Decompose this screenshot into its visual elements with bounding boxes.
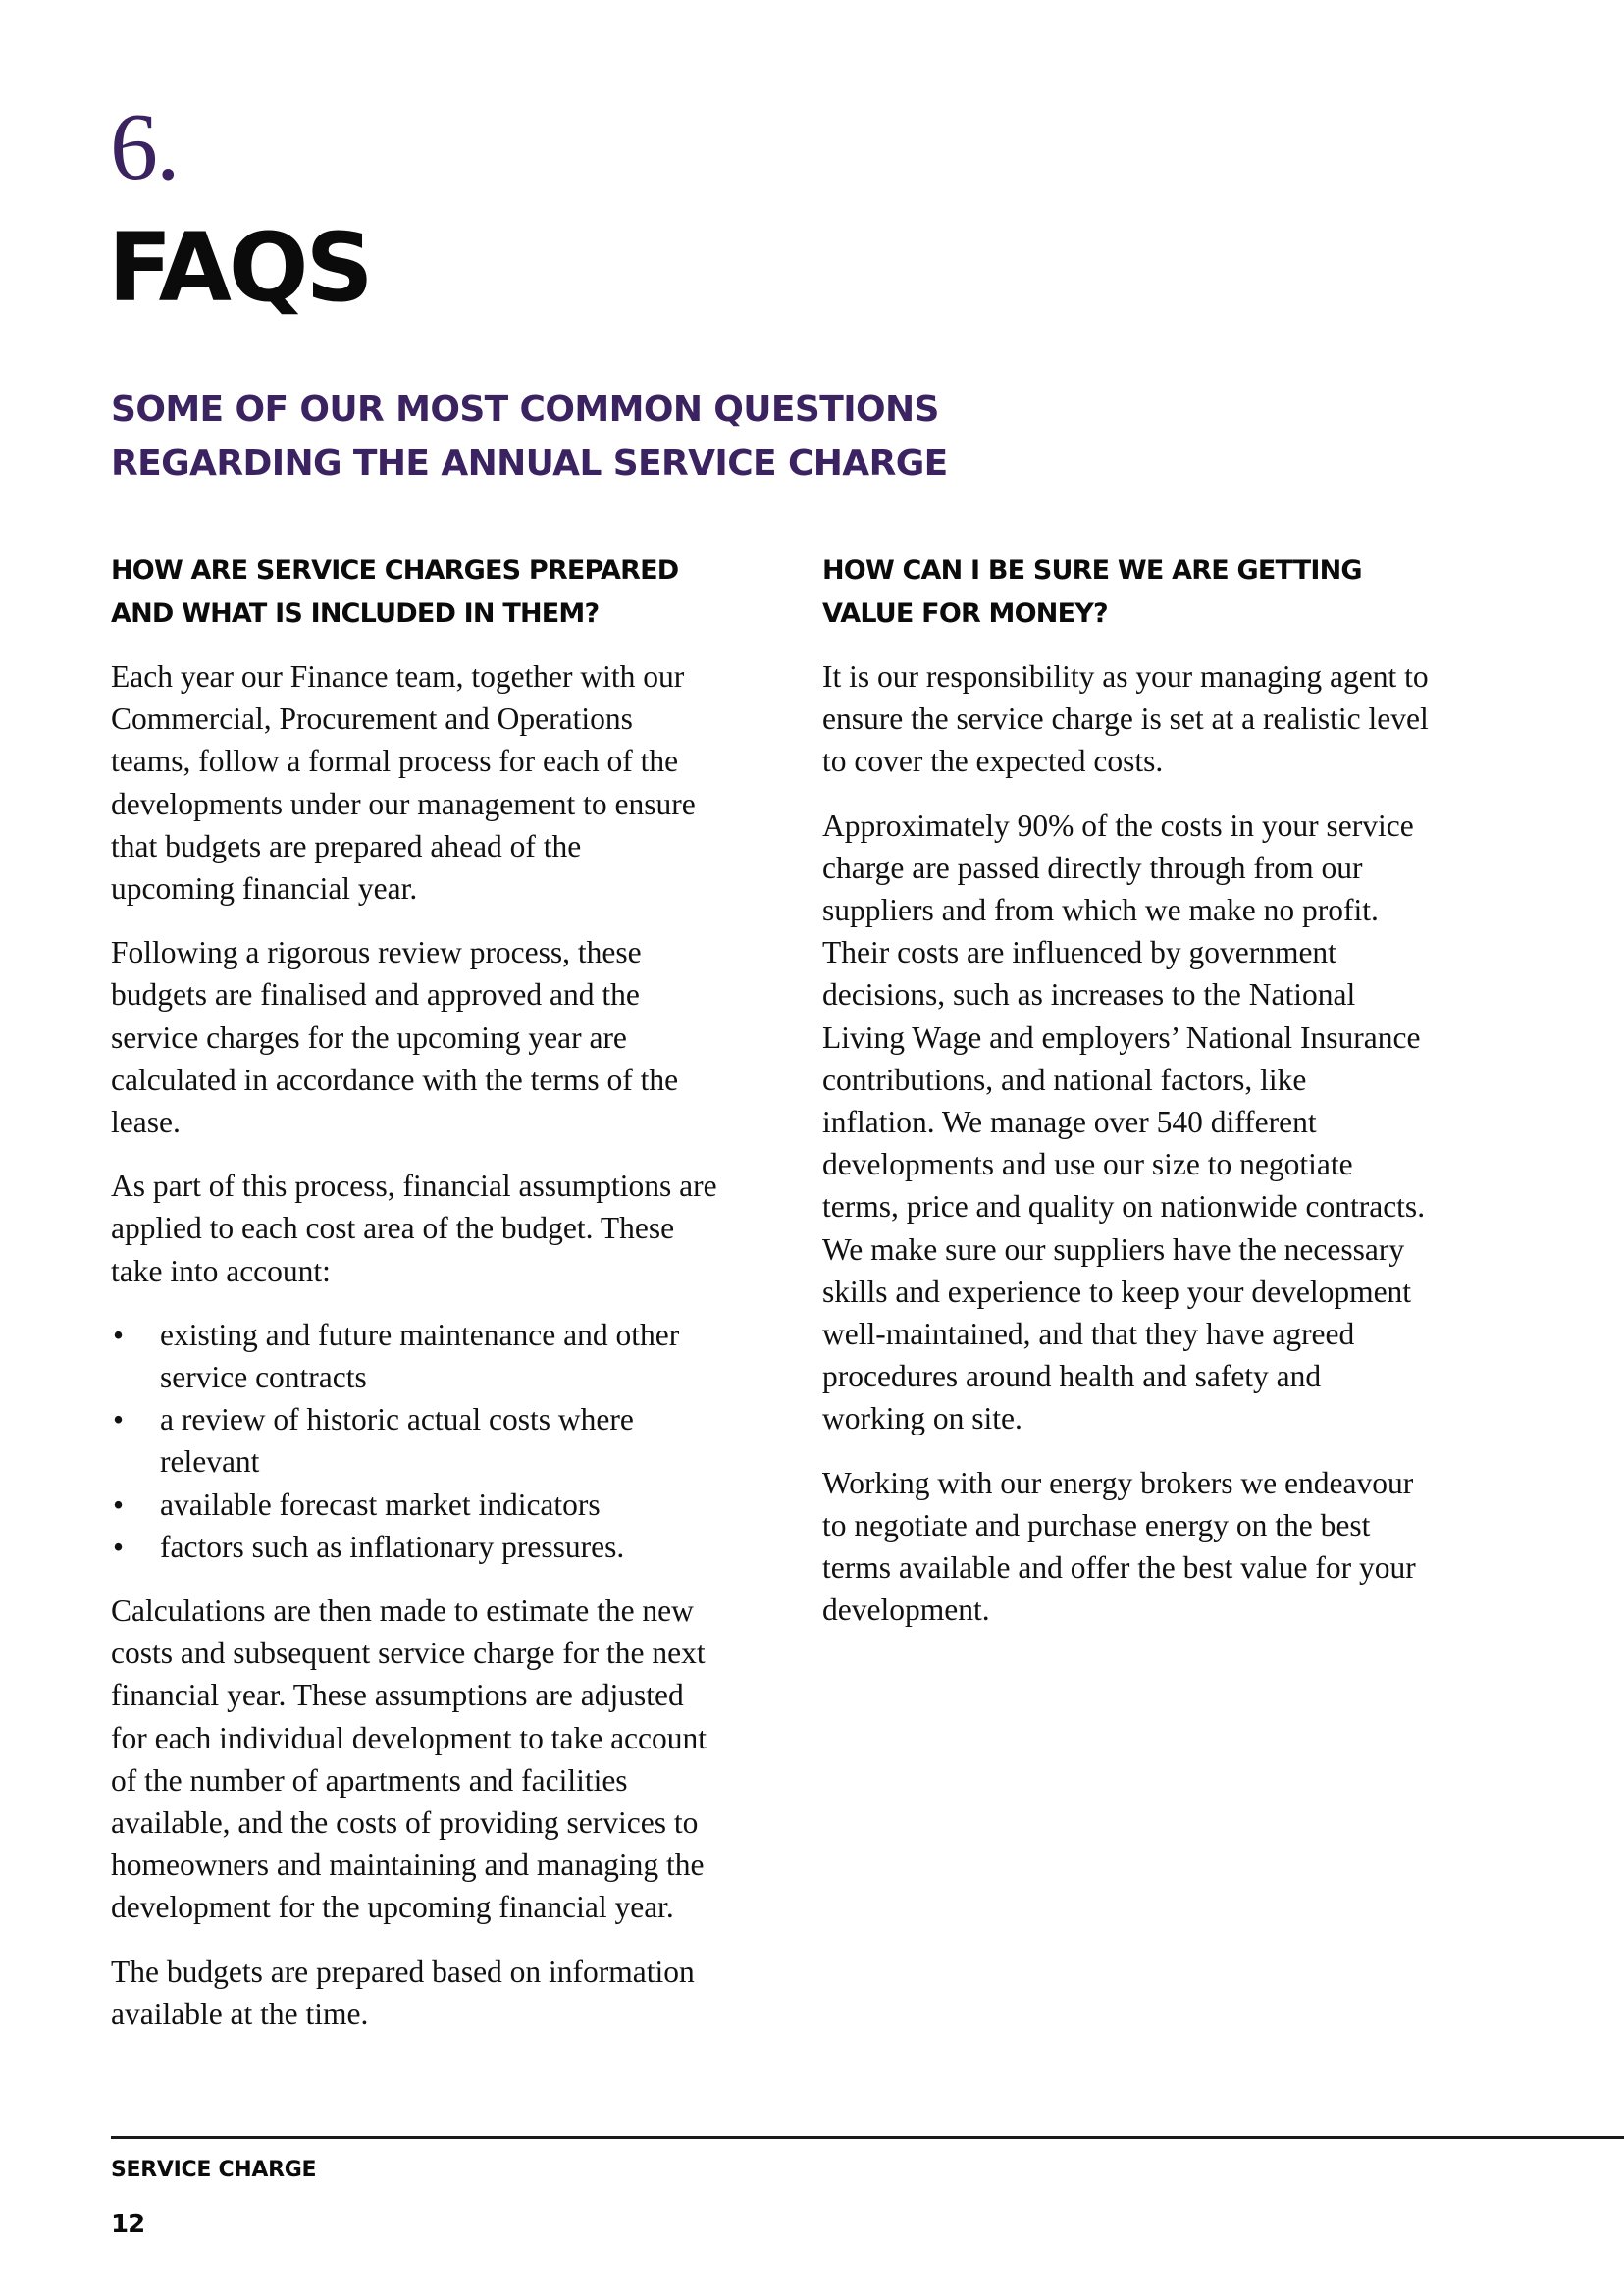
faq-value-for-money [822,549,1480,1652]
text-line: lease. [111,1105,181,1140]
text-line: skills and experience to keep your development [822,1274,1412,1309]
section-number: 6. [110,94,179,200]
list-item [111,1398,768,1483]
text-line: Approximately 90% of the costs in your service [822,808,1414,843]
text-line: Working with our energy brokers we endeavour [822,1465,1414,1500]
text-line: development. [822,1592,990,1628]
text-line: applied to each cost area of the budget. These [111,1211,675,1246]
bullet-icon: • [113,1402,125,1437]
bullet-icon: • [113,1529,125,1564]
text-line: developments and use our size to negotiate [822,1147,1353,1182]
text-line: Following a rigorous review process, these [111,935,642,970]
text-line: homeowners and maintaining and managing the [111,1848,705,1883]
text-line: ensure the service charge is set at a realistic level [822,702,1429,737]
text-line: to negotiate and purchase energy on the best [822,1507,1371,1542]
text-line: inflation. We manage over 540 different [822,1105,1317,1140]
subtitle-line: REGARDING THE ANNUAL SERVICE CHARGE [111,444,948,484]
text-line: service contracts [160,1360,367,1395]
faq-how-prepared [111,549,768,2057]
text-line: procedures around health and safety and [822,1359,1322,1394]
text-line: calculated in accordance with the terms of the [111,1062,679,1097]
faq-answer-paragraph [822,655,1480,783]
subtitle-line: SOME OF OUR MOST COMMON QUESTIONS [111,390,939,430]
list-item [111,1526,768,1568]
text-line: terms available and offer the best value for your [822,1550,1416,1586]
assumptions-list [111,1314,768,1568]
text-line: available, and the costs of providing services to [111,1805,699,1841]
faq-answer-paragraph [111,1165,768,1292]
question-line: AND WHAT IS INCLUDED IN THEM? [111,599,600,629]
text-line: that budgets are prepared ahead of the [111,828,582,863]
text-line: Their costs are influenced by government [822,935,1336,970]
bullet-icon: • [113,1487,125,1522]
faq-answer-paragraph [111,931,768,1143]
text-line: available at the time. [111,1996,369,2031]
text-line: of the number of apartments and facilities [111,1762,628,1798]
faq-answer-paragraph [111,655,768,910]
text-line: teams, follow a formal process for each of the [111,744,679,779]
faq-answer-paragraph [822,1462,1480,1632]
text-line: upcoming financial year. [111,871,418,907]
text-line: for each individual development to take account [111,1720,707,1755]
faq-question [111,549,768,636]
text-line: development for the upcoming financial year. [111,1890,674,1925]
faq-answer-paragraph [111,1951,768,2035]
text-line: service charges for the upcoming year are [111,1019,627,1055]
text-line: developments under our management to ensure [111,786,696,821]
text-line: to cover the expected costs. [822,744,1164,779]
text-line: Calculations are then made to estimate the new [111,1593,694,1629]
faq-answer-paragraph [111,1590,768,1929]
text-line: costs and subsequent service charge for the next [111,1636,706,1671]
question-line: HOW ARE SERVICE CHARGES PREPARED [111,555,679,586]
text-line: It is our responsibility as your managing agent to [822,659,1429,694]
text-line: Living Wage and employers’ National Insurance [822,1019,1421,1055]
text-line: a review of historic actual costs where [160,1402,634,1437]
bullet-icon: • [113,1317,125,1352]
page-title: FAQS [108,213,371,323]
text-line: Commercial, Procurement and Operations [111,702,633,737]
question-line: HOW CAN I BE SURE WE ARE GETTING [822,555,1362,586]
text-line: As part of this process, financial assumptions are [111,1169,717,1204]
text-line: relevant [160,1444,260,1480]
text-line: The budgets are prepared based on information [111,1954,695,1989]
text-line: well-maintained, and that they have agreed [822,1317,1355,1352]
text-line: budgets are finalised and approved and the [111,977,640,1013]
text-line: decisions, such as increases to the National [822,977,1356,1013]
text-line: working on site. [822,1401,1022,1436]
text-line: Each year our Finance team, together with our [111,659,685,694]
page-number: 12 [111,2210,145,2239]
text-line: existing and future maintenance and other [160,1317,680,1352]
section-subtitle [111,383,1092,491]
faq-question [822,549,1480,636]
footer-label: SERVICE CHARGE [111,2158,317,2182]
text-line: terms, price and quality on nationwide contracts. [822,1189,1426,1225]
footer-divider [111,2136,1624,2139]
text-line: charge are passed directly through from our [822,850,1363,885]
text-line: suppliers and from which we make no profit. [822,893,1379,928]
text-line: available forecast market indicators [160,1487,601,1522]
list-item [111,1314,768,1398]
text-line: contributions, and national factors, like [822,1062,1307,1097]
question-line: VALUE FOR MONEY? [822,599,1108,629]
text-line: take into account: [111,1253,331,1288]
faq-answer-paragraph [822,805,1480,1440]
list-item [111,1484,768,1526]
text-line: financial year. These assumptions are adjusted [111,1678,684,1713]
text-line: We make sure our suppliers have the necessary [822,1231,1405,1267]
text-line: factors such as inflationary pressures. [160,1529,625,1564]
